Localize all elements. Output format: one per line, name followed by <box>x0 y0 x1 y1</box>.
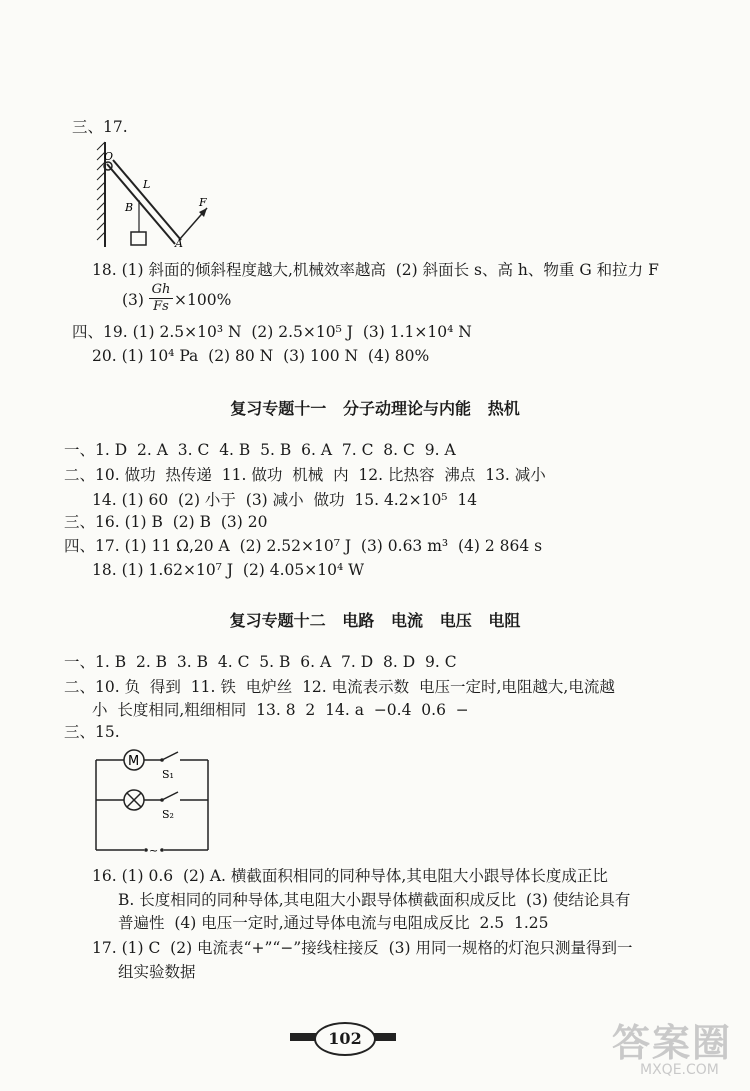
section3-line-2: 二、10. 负 得到 11. 铁 电炉丝 12. 电流表示数 电压一定时,电阻越大,电流越 <box>64 678 615 696</box>
question-17-line-2: 组实验数据 <box>118 963 196 981</box>
section-title-12: 复习专题十二 电路 电流 电压 电阻 <box>229 611 521 630</box>
switch-s1-label: S₁ <box>162 768 174 781</box>
question-18-line1: 18. (1) 斜面的倾斜程度越大,机械效率越高 (2) 斜面长 s、高 h、物重 G 和拉力 F <box>92 261 659 279</box>
question-18-line2-prefix: (3) <box>122 291 144 309</box>
fraction-denominator: Fs <box>153 299 169 314</box>
question-16-line-2: B. 长度相同的同种导体,其电阻大小跟导体横截面积成反比 (3) 使结论具有 <box>118 891 631 909</box>
section2-line-2: 二、10. 做功 热传递 11. 做功 机械 内 12. 比热容 沸点 13. 减小 <box>64 466 546 484</box>
question-18-line2-suffix: ×100% <box>174 291 232 309</box>
question-19: 四、19. (1) 2.5×10³ N (2) 2.5×10⁵ J (3) 1.1×10⁴ N <box>72 323 472 341</box>
question-17-line-1: 17. (1) C (2) 电流表“+”“−”接线柱接反 (3) 用同一规格的灯泡只测量得到一 <box>92 939 633 957</box>
circuit-diagram <box>90 740 220 865</box>
question-16-line-3: 普遍性 (4) 电压一定时,通过导体电流与电阻成反比 2.5 1.25 <box>118 914 549 932</box>
section2-line-3: 14. (1) 60 (2) 小于 (3) 减小 做功 15. 4.2×10⁵ 14 <box>92 491 478 509</box>
motor-symbol: M <box>128 754 140 769</box>
incline-diagram <box>95 140 225 250</box>
section-title-11: 复习专题十一 分子动理论与内能 热机 <box>230 399 520 418</box>
label-a: A <box>175 237 183 250</box>
label-b: B <box>125 201 134 214</box>
label-l: L <box>143 178 151 191</box>
question-16-line-1: 16. (1) 0.6 (2) A. 横截面积相同的同种导体,其电阻大小跟导体长度成正比 <box>92 867 608 885</box>
section2-line-1: 一、1. D 2. A 3. C 4. B 5. B 6. A 7. C 8. C 9. A <box>64 441 456 459</box>
label-o: O <box>104 150 114 163</box>
section2-line-4: 三、16. (1) B (2) B (3) 20 <box>64 513 268 531</box>
section3-line-4: 三、15. <box>64 723 120 741</box>
section3-line-3: 小 长度相同,粗细相同 13. 8 2 14. a −0.4 0.6 − <box>92 701 469 719</box>
label-f: F <box>199 196 207 209</box>
section2-line-6: 18. (1) 1.62×10⁷ J (2) 4.05×10⁴ W <box>92 561 365 579</box>
question-20: 20. (1) 10⁴ Pa (2) 80 N (3) 100 N (4) 80% <box>92 347 430 365</box>
page-number: 102 <box>314 1022 376 1056</box>
watermark-logo: 答案圈 <box>612 1021 733 1065</box>
ac-source-symbol: ~ <box>149 844 159 857</box>
watermark-url: MXQE.COM <box>640 1062 719 1078</box>
section2-line-5: 四、17. (1) 11 Ω,20 A (2) 2.52×10⁷ J (3) 0.63 m³ (4) 2 864 s <box>64 537 543 555</box>
fraction-numerator: Gh <box>151 282 171 297</box>
question-17-label: 三、17. <box>72 118 128 136</box>
switch-s2-label: S₂ <box>162 808 174 821</box>
section3-line-1: 一、1. B 2. B 3. B 4. C 5. B 6. A 7. D 8. D 9. C <box>64 653 457 671</box>
